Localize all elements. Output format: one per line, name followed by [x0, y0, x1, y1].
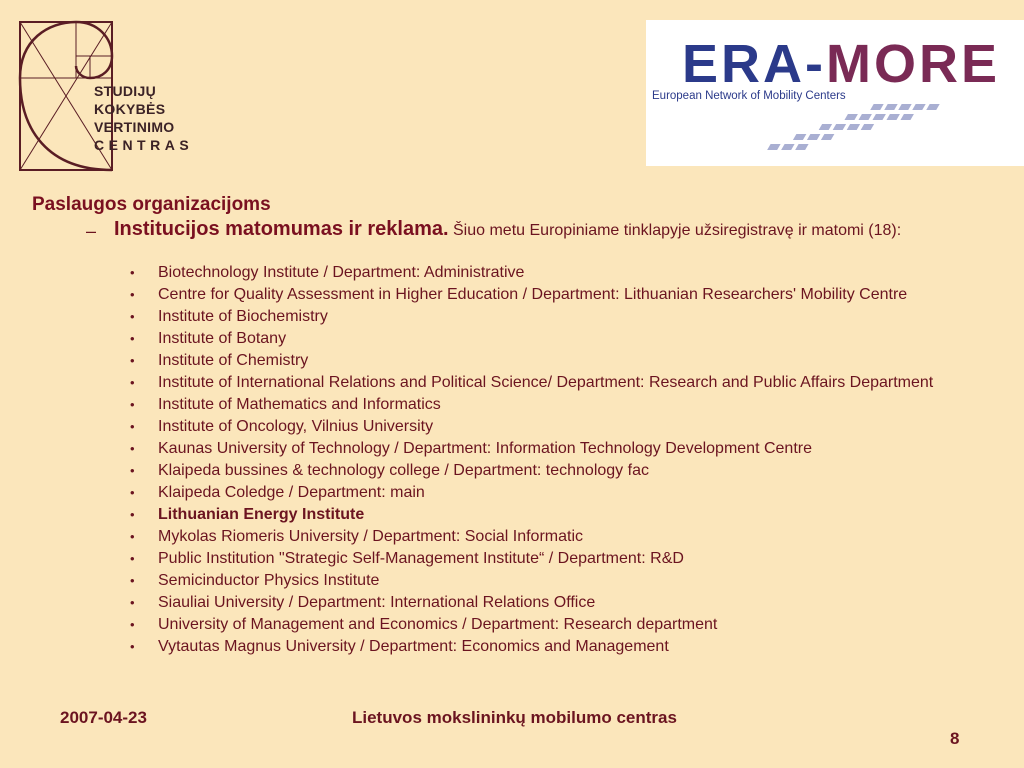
logo-line-1: STUDIJŲ: [94, 83, 156, 99]
list-item-text: Institute of Mathematics and Informatics: [158, 396, 441, 413]
list-item-text: Institute of Oncology, Vilnius University: [158, 418, 434, 435]
bullet-icon: •: [130, 287, 135, 302]
list-item-text: Public Institution "Strategic Self-Management Institute“ / Department: R&D: [158, 550, 684, 567]
list-item: [130, 550, 990, 567]
bullet-icon: •: [130, 573, 135, 588]
bullet-icon: •: [130, 551, 135, 566]
era-title-part2: MORE: [826, 34, 1000, 94]
logo-line-2: KOKYBĖS: [94, 101, 166, 117]
subheading-body: [114, 220, 984, 240]
list-item: [130, 352, 990, 369]
bullet-icon: •: [130, 353, 135, 368]
network-grid-icon: [756, 100, 1016, 162]
list-item-text: Klaipeda Coledge / Department: main: [158, 484, 425, 501]
footer-date: 2007-04-23: [60, 708, 147, 727]
list-item-text: Semicinductor Physics Institute: [158, 572, 380, 589]
logo-text: [94, 82, 193, 154]
list-item-text: Mykolas Riomeris University / Department: Social Informatic: [158, 528, 584, 545]
logo-line-4: CENTRAS: [94, 137, 194, 153]
list-item: [130, 594, 990, 611]
list-item-text: Kaunas University of Technology / Department: Information Technology Development Centre: [158, 440, 812, 457]
bullet-icon: •: [130, 639, 135, 654]
list-item: [130, 308, 990, 325]
era-more-subtitle: European Network of Mobility Centers: [652, 90, 846, 102]
list-item: [130, 462, 990, 479]
list-item: [130, 528, 990, 545]
bullet-icon: •: [130, 485, 135, 500]
skvc-logo: [18, 20, 218, 172]
era-title-part1: ERA-: [682, 34, 826, 94]
list-item-text: Institute of Chemistry: [158, 352, 309, 369]
list-item-text: Institute of International Relations and Political Science/ Department: Research and Public Affairs Department: [158, 374, 934, 391]
list-item-text: University of Management and Economics / Department: Research department: [158, 616, 718, 633]
dash-marker: –: [86, 221, 97, 241]
page-heading: Paslaugos organizacijoms: [32, 194, 271, 215]
list-item: [130, 638, 990, 655]
page-number: 8: [950, 729, 960, 748]
subheading-rest: Šiuo metu Europiniame tinklapyje užsiregistravę ir matomi (18):: [448, 222, 902, 239]
list-item-text: Institute of Botany: [158, 330, 287, 347]
list-item: [130, 264, 990, 281]
bullet-icon: •: [130, 441, 135, 456]
bullet-icon: •: [130, 595, 135, 610]
list-item: [130, 374, 990, 391]
list-item: [130, 418, 990, 435]
bullet-icon: •: [130, 463, 135, 478]
bullet-icon: •: [130, 331, 135, 346]
institution-list: [130, 264, 990, 660]
bullet-icon: •: [130, 375, 135, 390]
subheading-strong: Institucijos matomumas ir reklama.: [114, 218, 449, 240]
list-item: [130, 330, 990, 347]
bullet-icon: •: [130, 529, 135, 544]
list-item: [130, 572, 990, 589]
list-item: [130, 484, 990, 501]
bullet-icon: •: [130, 617, 135, 632]
list-item-text: Siauliai University / Department: International Relations Office: [158, 594, 596, 611]
bullet-icon: •: [130, 397, 135, 412]
list-item: [130, 440, 990, 457]
list-item: [130, 616, 990, 633]
list-item-text: Klaipeda bussines & technology college / Department: technology fac: [158, 462, 649, 479]
bullet-icon: •: [130, 507, 135, 522]
bullet-icon: •: [130, 309, 135, 324]
list-item-text: Institute of Biochemistry: [158, 308, 328, 325]
logo-line-3: VERTINIMO: [94, 119, 175, 135]
list-item-text: Lithuanian Energy Institute: [158, 506, 365, 523]
era-more-logo: [646, 20, 1024, 166]
list-item-text: Centre for Quality Assessment in Higher Education / Department: Lithuanian Researchers' Mobility Centre: [158, 286, 908, 303]
list-item: [130, 396, 990, 413]
bullet-icon: •: [130, 265, 135, 280]
bullet-icon: •: [130, 419, 135, 434]
list-item-text: Vytautas Magnus University / Department: Economics and Management: [158, 638, 669, 655]
list-item-text: Biotechnology Institute / Department: Administrative: [158, 264, 525, 281]
era-more-title: [682, 34, 1000, 94]
footer-title: Lietuvos mokslininkų mobilumo centras: [352, 708, 677, 727]
list-item: [130, 286, 990, 303]
list-item: [130, 506, 990, 523]
